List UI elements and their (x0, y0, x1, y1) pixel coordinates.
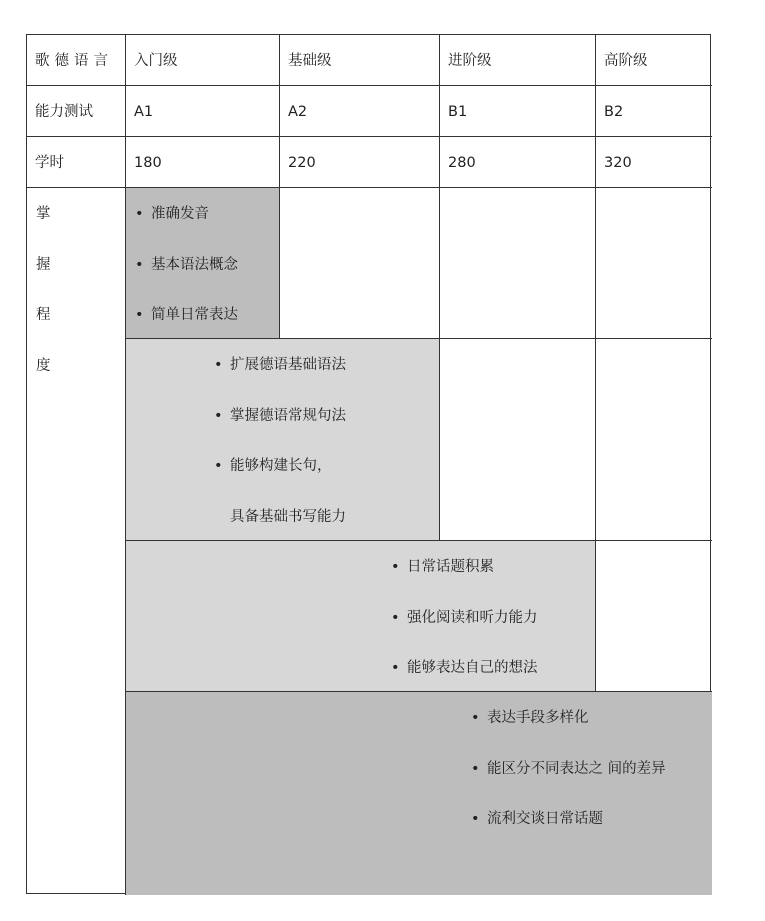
list-item: • 掌握德语常规句法 (214, 407, 346, 424)
bullet-icon: • (471, 811, 480, 827)
hours-label: 学时 (35, 155, 64, 171)
list-item: • 能够构建长句， (214, 458, 332, 474)
level-code: B1 (448, 104, 468, 120)
mastery-b1 (126, 541, 596, 692)
mastery-label-char: 程 (36, 307, 51, 323)
hours-a2 (280, 137, 440, 188)
mastery-label-cell (27, 188, 126, 895)
level-code-b2 (596, 86, 712, 137)
hours-b2 (596, 137, 712, 188)
level-header-a1 (126, 35, 280, 86)
list-item: • 日常话题积累 (391, 559, 494, 575)
bullet-icon: • (214, 357, 223, 373)
hours-value: 180 (134, 155, 162, 171)
hours-a1 (126, 137, 280, 188)
bullet-icon: • (391, 559, 400, 575)
mastery-b2-list (471, 708, 712, 860)
mastery-a2 (126, 339, 440, 541)
bullet-icon: • (135, 256, 144, 273)
empty-cell (280, 188, 440, 339)
mastery-label-char: 握 (36, 256, 51, 273)
list-item: • 扩展德语基础语法 (214, 357, 346, 373)
bullet-icon: • (471, 760, 480, 777)
bullet-icon: • (391, 609, 400, 626)
empty-cell (596, 188, 712, 339)
list-item: • 准确发音 (135, 206, 209, 222)
list-item: • 基本语法概念 (135, 256, 238, 273)
bullet-icon: • (471, 710, 480, 726)
table-title-cell-2 (27, 86, 126, 137)
hours-value: 280 (448, 155, 476, 171)
hours-b1 (440, 137, 596, 188)
level-header-a2 (280, 35, 440, 86)
level-code: A2 (288, 104, 308, 120)
bullet-icon: • (214, 458, 223, 474)
empty-cell (440, 188, 596, 339)
mastery-label-char: 度 (36, 357, 51, 374)
list-item: • 能够表达自己的想法 (391, 660, 538, 676)
bullet-icon: • (135, 307, 144, 323)
level-code: A1 (134, 104, 154, 120)
list-item: • 能区分不同表达之 间的差异 (471, 760, 666, 777)
level-name: 进阶级 (448, 53, 492, 69)
list-item: • 强化阅读和听力能力 (391, 609, 538, 626)
level-name: 基础级 (288, 53, 332, 69)
level-header-b2 (596, 35, 712, 86)
empty-cell (596, 541, 712, 692)
level-name: 入门级 (134, 53, 178, 69)
list-item-continuation: 具备基础书写能力 (230, 508, 346, 525)
empty-cell (596, 339, 712, 541)
list-item: • 简单日常表达 (135, 307, 238, 323)
bullet-icon: • (391, 660, 400, 676)
table-title-part2: 能力测试 (35, 104, 93, 120)
hours-label-cell (27, 137, 126, 188)
bullet-icon: • (135, 206, 144, 222)
empty-cell (440, 339, 596, 541)
mastery-label-char: 掌 (36, 206, 51, 222)
bullet-icon: • (214, 407, 223, 424)
level-code-a1 (126, 86, 280, 137)
list-item: • 流利交谈日常话题 (471, 811, 603, 827)
mastery-a1-list (135, 204, 279, 356)
mastery-a2-list (214, 355, 439, 557)
mastery-b2 (126, 692, 712, 895)
level-code-b1 (440, 86, 596, 137)
goethe-level-table (26, 34, 711, 894)
level-header-b1 (440, 35, 596, 86)
mastery-a1 (126, 188, 280, 339)
level-code: B2 (604, 104, 624, 120)
mastery-b1-list (391, 557, 595, 709)
list-item: • 表达手段多样化 (471, 710, 589, 726)
table-title-part1: 歌德语言 (35, 53, 113, 69)
level-code-a2 (280, 86, 440, 137)
table-title-cell (27, 35, 126, 86)
level-name: 高阶级 (604, 53, 648, 69)
hours-value: 320 (604, 155, 632, 171)
hours-value: 220 (288, 155, 316, 171)
